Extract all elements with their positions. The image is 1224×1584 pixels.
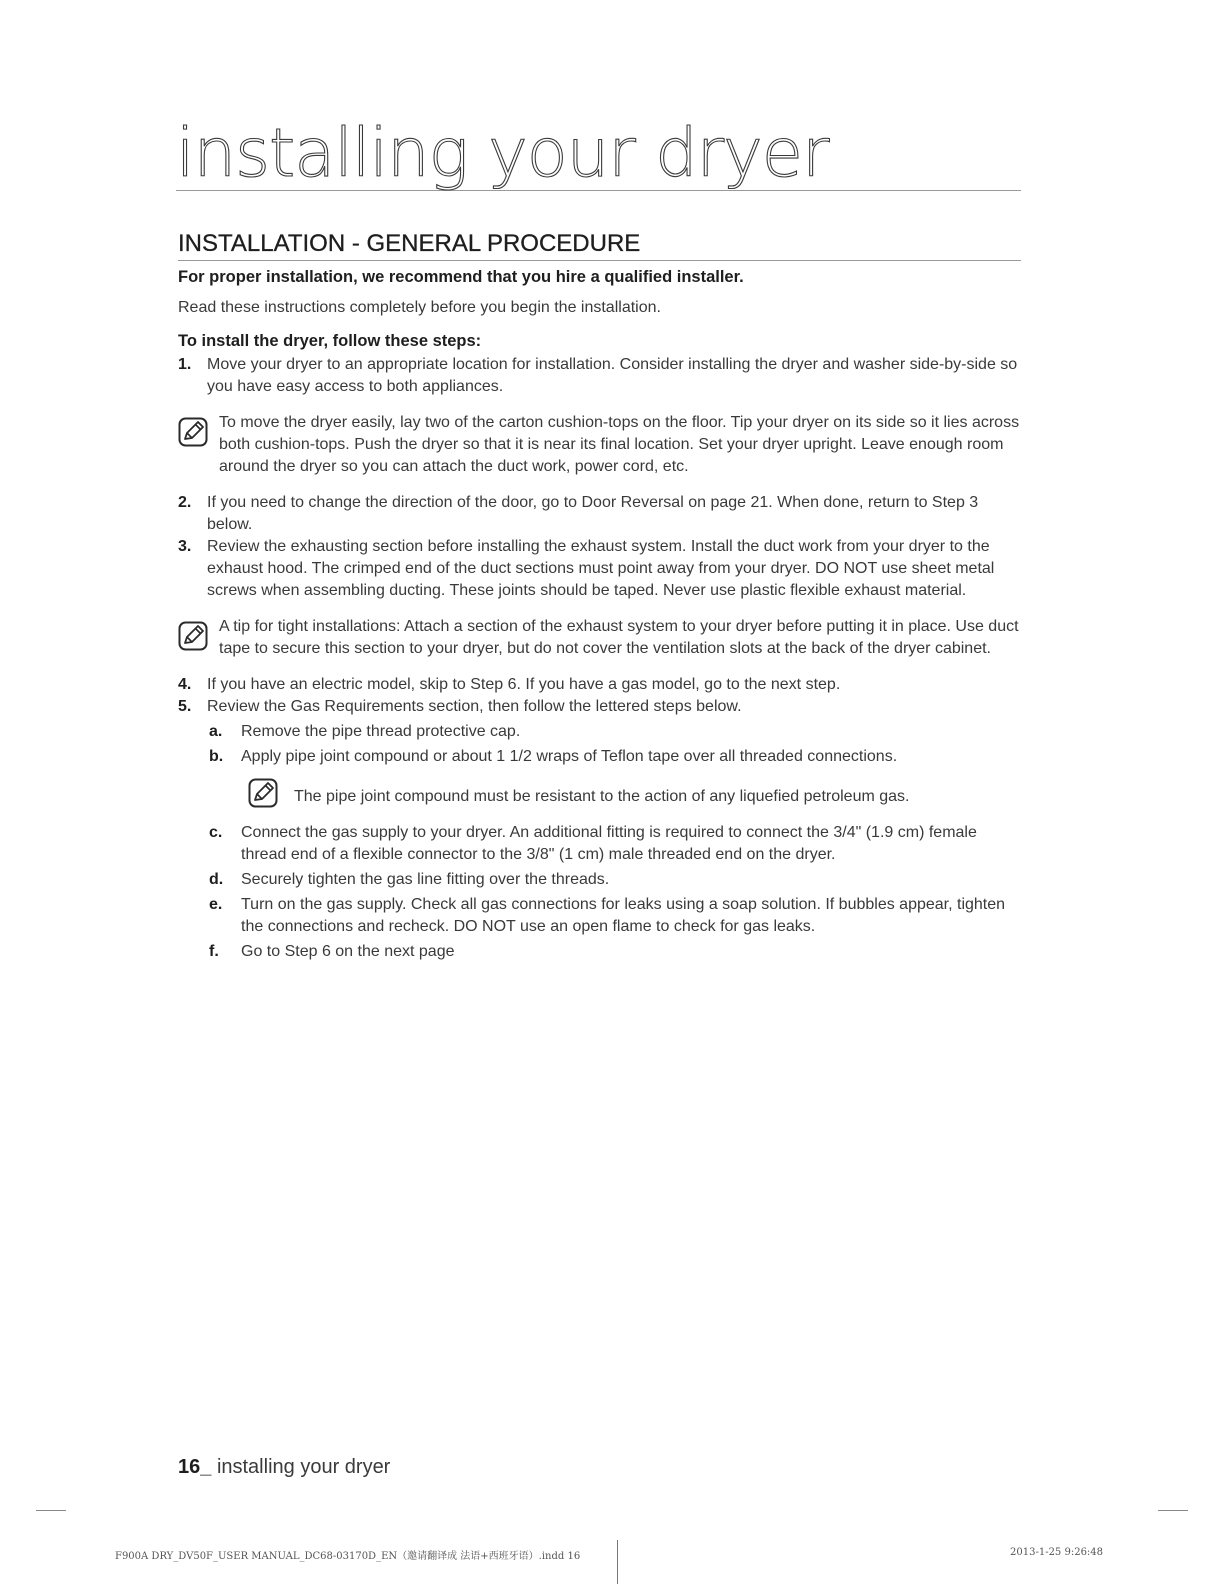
note-text: The pipe joint compound must be resistant to the action of any liquefied petroleum gas. <box>294 787 910 805</box>
page-number: 16_ <box>178 1456 212 1478</box>
substep-letter: c. <box>209 824 223 841</box>
note-block <box>178 616 1023 660</box>
step-item <box>178 536 1023 602</box>
substep-item <box>209 894 1023 938</box>
substep-text: Remove the pipe thread protective cap. <box>241 723 521 740</box>
substep-text: Go to Step 6 on the next page <box>241 943 455 960</box>
note-pencil-icon <box>178 616 219 660</box>
step-item <box>178 354 1023 398</box>
steps-heading: To install the dryer, follow these steps: <box>178 332 482 350</box>
page-title: installing your dryer <box>176 116 1021 191</box>
note-block <box>178 412 1023 478</box>
substep-letter: b. <box>209 748 224 765</box>
substep-letter: a. <box>209 723 223 740</box>
note-pencil-icon <box>248 778 294 815</box>
main-content <box>178 266 1023 963</box>
page-footer <box>178 1456 390 1479</box>
step-text: If you have an electric model, skip to Step 6. If you have a gas model, go to the next step. <box>207 676 841 693</box>
substep-note <box>248 778 1023 815</box>
substep-text: Securely tighten the gas line fitting over the threads. <box>241 871 610 888</box>
step-text: Review the Gas Requirements section, then follow the lettered steps below. <box>207 698 742 715</box>
step-text: Review the exhausting section before installing the exhaust system. Install the duct work from your dryer to the exhaust hood. The crimped end of the duct sections must point away from your dryer. DO NOT use sheet metal screws when assembling ducting. These joints should be taped. Never use plastic flexible exhaust material. <box>207 538 995 599</box>
substep-item <box>209 941 1023 963</box>
print-slug-file: F900A DRY_DV50F_USER MANUAL_DC68-03170D_EN（邀请翻译成 法语+西班牙语）.indd 16 <box>115 1551 581 1562</box>
note-pencil-icon <box>178 412 219 478</box>
note-text: To move the dryer easily, lay two of the carton cushion-tops on the floor. Tip your dryer on its side so it lies across both cushion-tops. Push the dryer so that it is near its final location. Set your dryer upright. Leave enough room around the dryer so you can attach the duct work, power cord, etc. <box>219 414 1020 475</box>
step-number: 5. <box>178 698 192 715</box>
substep-text: Turn on the gas supply. Check all gas connections for leaks using a soap solution. If bubbles appear, tighten the connections and recheck. DO NOT use an open flame to check for gas leaks. <box>241 896 1006 935</box>
section-heading: INSTALLATION - GENERAL PROCEDURE <box>178 228 1021 261</box>
crop-mark <box>36 1510 66 1511</box>
substep-letter: f. <box>209 943 219 960</box>
substep-text: Connect the gas supply to your dryer. An additional fitting is required to connect the 3/4" (1.9 cm) female thread end of a flexible connector to the 3/8" (1 cm) male threaded end on the dryer. <box>241 824 977 863</box>
print-slug-timestamp: 2013-1-25 9:26:48 <box>1010 1547 1104 1558</box>
step-number: 3. <box>178 538 192 555</box>
substep-text: Apply pipe joint compound or about 1 1/2 wraps of Teflon tape over all threaded connections. <box>241 748 898 765</box>
substep-letter: d. <box>209 871 224 888</box>
step-text: Move your dryer to an appropriate location for installation. Consider installing the dryer and washer side-by-side so you have easy access to both appliances. <box>207 356 1018 395</box>
substep-item <box>209 822 1023 866</box>
step-item <box>178 674 1023 696</box>
note-text: A tip for tight installations: Attach a section of the exhaust system to your dryer before putting it in place. Use duct tape to secure this section to your dryer, but do not cover the ventilation slots at the back of the dryer cabinet. <box>219 618 1019 657</box>
step-number: 2. <box>178 494 192 511</box>
registration-mark <box>617 1540 618 1584</box>
substep-item <box>209 869 1023 891</box>
crop-mark <box>1158 1510 1188 1511</box>
substep-item <box>209 721 1023 743</box>
intro-text: Read these instructions completely before you begin the installation. <box>178 299 661 316</box>
lead-text: For proper installation, we recommend that you hire a qualified installer. <box>178 268 744 286</box>
step-item <box>178 696 1023 718</box>
step-item <box>178 492 1023 536</box>
substep-item <box>209 746 1023 768</box>
step-text: If you need to change the direction of the door, go to Door Reversal on page 21. When done, return to Step 3 below. <box>207 494 979 533</box>
step-number: 1. <box>178 356 192 373</box>
footer-section: installing your dryer <box>216 1456 391 1478</box>
step-number: 4. <box>178 676 192 693</box>
substep-letter: e. <box>209 896 223 913</box>
